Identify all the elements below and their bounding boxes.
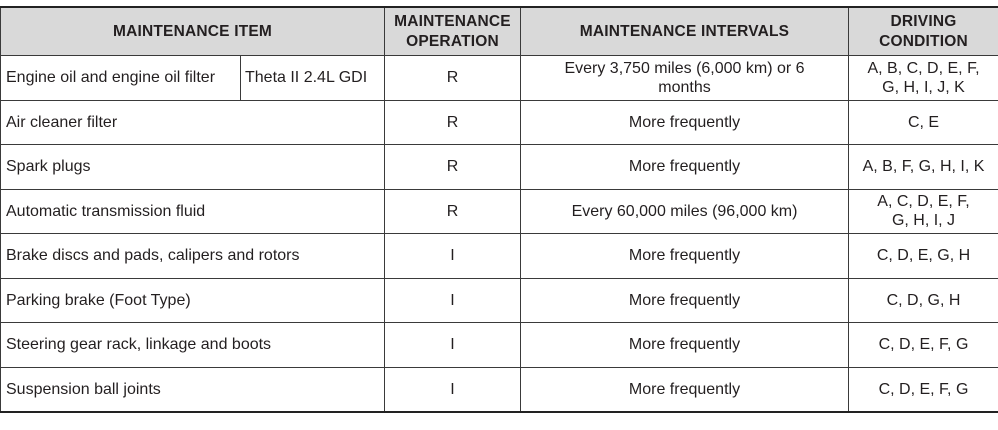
condition-cell: C, E bbox=[849, 100, 998, 145]
table-row bbox=[1, 234, 998, 279]
header-maintenance-operation bbox=[385, 7, 521, 56]
header-operation-line1: MAINTENANCE bbox=[394, 12, 511, 30]
header-condition-line2: CONDITION bbox=[879, 32, 968, 50]
header-driving-condition bbox=[849, 7, 998, 56]
item-cell: Engine oil and engine oil filter bbox=[1, 56, 241, 101]
item-cell: Brake discs and pads, calipers and rotors bbox=[1, 234, 385, 279]
item-cell: Parking brake (Foot Type) bbox=[1, 278, 385, 323]
table-row bbox=[1, 367, 998, 412]
condition-cell: C, D, E, F, G bbox=[849, 367, 998, 412]
interval-cell: More frequently bbox=[521, 278, 849, 323]
header-maintenance-intervals: MAINTENANCE INTERVALS bbox=[521, 7, 849, 56]
operation-cell: I bbox=[385, 367, 521, 412]
condition-cell: A, B, C, D, E, F, G, H, I, J, K bbox=[849, 56, 998, 101]
operation-cell: R bbox=[385, 145, 521, 190]
condition-cell: A, C, D, E, F, G, H, I, J bbox=[849, 189, 998, 234]
table-row bbox=[1, 145, 998, 190]
operation-cell: I bbox=[385, 323, 521, 368]
header-operation-line2: OPERATION bbox=[406, 32, 499, 50]
table-row bbox=[1, 323, 998, 368]
interval-cell: More frequently bbox=[521, 367, 849, 412]
header-row bbox=[1, 7, 998, 56]
interval-cell: More frequently bbox=[521, 323, 849, 368]
interval-cell: Every 3,750 miles (6,000 km) or 6 months bbox=[521, 56, 849, 101]
table-row bbox=[1, 278, 998, 323]
interval-cell: More frequently bbox=[521, 145, 849, 190]
maintenance-table bbox=[0, 6, 998, 413]
condition-cell: C, D, E, F, G bbox=[849, 323, 998, 368]
item-cell: Air cleaner filter bbox=[1, 100, 385, 145]
interval-cell: More frequently bbox=[521, 234, 849, 279]
header-maintenance-item: MAINTENANCE ITEM bbox=[1, 7, 385, 56]
header-condition-line1: DRIVING bbox=[890, 12, 957, 30]
condition-cell: C, D, E, G, H bbox=[849, 234, 998, 279]
interval-cell: Every 60,000 miles (96,000 km) bbox=[521, 189, 849, 234]
operation-cell: I bbox=[385, 278, 521, 323]
operation-cell: R bbox=[385, 189, 521, 234]
item-cell: Spark plugs bbox=[1, 145, 385, 190]
interval-cell: More frequently bbox=[521, 100, 849, 145]
table-row bbox=[1, 100, 998, 145]
condition-cell: C, D, G, H bbox=[849, 278, 998, 323]
item-cell: Steering gear rack, linkage and boots bbox=[1, 323, 385, 368]
condition-cell: A, B, F, G, H, I, K bbox=[849, 145, 998, 190]
operation-cell: I bbox=[385, 234, 521, 279]
item-cell: Automatic transmission fluid bbox=[1, 189, 385, 234]
operation-cell: R bbox=[385, 56, 521, 101]
table-row bbox=[1, 189, 998, 234]
table-row bbox=[1, 56, 998, 101]
engine-sub-cell: Theta II 2.4L GDI bbox=[241, 56, 385, 101]
item-cell: Suspension ball joints bbox=[1, 367, 385, 412]
operation-cell: R bbox=[385, 100, 521, 145]
